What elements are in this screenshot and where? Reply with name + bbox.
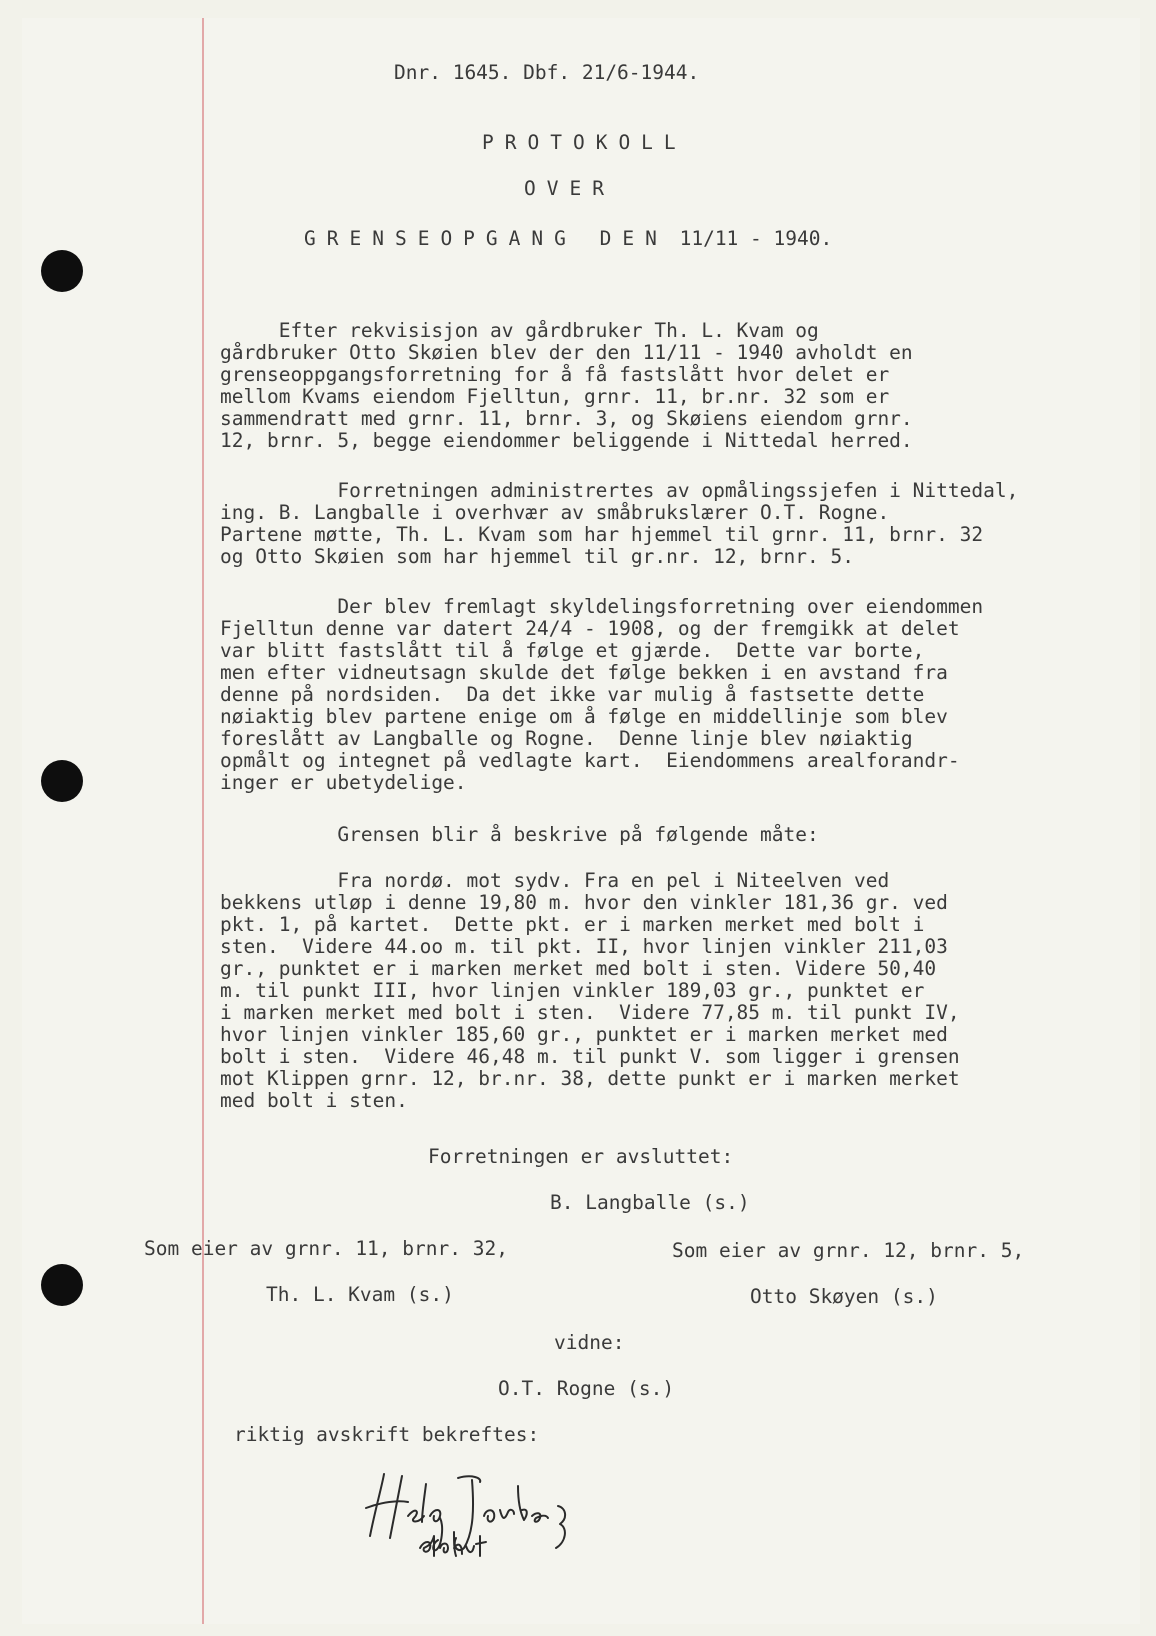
paragraph-line: grenseoppgangsforretning for å få fastslått hvor delet er [220, 363, 890, 386]
document-header: Dnr. 1645. Dbf. 21/6-1944. [394, 61, 700, 84]
signer-left: Th. L. Kvam (s.) [266, 1283, 454, 1306]
paragraph-line: var blitt fastslått til å følge et gjærde. Dette var borte, [220, 639, 925, 662]
title-line-1: PROTOKOLL [482, 131, 687, 154]
paragraph-line: bolt i sten. Videre 46,48 m. til punkt V. som ligger i grensen [220, 1045, 960, 1068]
title-line-3 [304, 228, 832, 250]
owner-left: Som eier av grnr. 11, brnr. 32, [144, 1237, 508, 1260]
paragraph-line: inger er ubetydelige. [220, 771, 467, 794]
margin-line [202, 18, 204, 1624]
witness-label: vidne: [554, 1331, 625, 1354]
paragraph-line: sten. Videre 44.oo m. til pkt. II, hvor linjen vinkler 211,03 [220, 935, 948, 958]
title-line-2: OVER [524, 177, 615, 200]
paragraph-line: Efter rekvisisjon av gårdbruker Th. L. Kvam og [220, 319, 819, 342]
paragraph-line: mot Klippen grnr. 12, br.nr. 38, dette punkt er i marken merket [220, 1067, 960, 1090]
paragraph-line: hvor linjen vinkler 185,60 gr., punktet er i marken merket med [220, 1023, 948, 1046]
main-signer: B. Langballe (s.) [550, 1191, 750, 1214]
title-line-3-spaced: GRENSEOPGANG DEN [304, 227, 668, 250]
paragraph-line: 12, brnr. 5, begge eiendommer beliggende i Nittedal herred. [220, 429, 913, 452]
document-page [22, 18, 1140, 1624]
paragraph-line: Partene møtte, Th. L. Kvam som har hjemmel til grnr. 11, brnr. 32 [220, 523, 984, 546]
paragraph-line: m. til punkt III, hvor linjen vinkler 189,03 gr., punktet er [220, 979, 925, 1002]
paragraph-line: foreslått av Langballe og Rogne. Denne linje blev nøiaktig [220, 727, 913, 750]
paragraph-line: nøiaktig blev partene enige om å følge en middellinje som blev [220, 705, 948, 728]
signer-right: Otto Skøyen (s.) [750, 1285, 938, 1308]
closing-statement: Forretningen er avsluttet: [428, 1145, 734, 1168]
paragraph-line: gr., punktet er i marken merket med bolt i sten. Videre 50,40 [220, 957, 937, 980]
paragraph-line: gårdbruker Otto Skøien blev der den 11/11 - 1940 avholdt en [220, 341, 913, 364]
paragraph-line: pkt. 1, på kartet. Dette pkt. er i marken merket med bolt i [220, 913, 925, 936]
paragraph-line: bekkens utløp i denne 19,80 m. hvor den vinkler 181,36 gr. ved [220, 891, 948, 914]
paragraph-line: ing. B. Langballe i overhvær av småbrukslærer O.T. Rogne. [220, 501, 890, 524]
paragraph-line: og Otto Skøien som har hjemmel til gr.nr. 12, brnr. 5. [220, 545, 854, 568]
title-date: 11/11 - 1940. [679, 227, 833, 250]
paragraph-line: mellom Kvams eiendom Fjelltun, grnr. 11, br.nr. 32 som er [220, 385, 890, 408]
paragraph-line: Fjelltun denne var datert 24/4 - 1908, og der fremgikk at delet [220, 617, 960, 640]
witness-name: O.T. Rogne (s.) [498, 1377, 675, 1400]
owner-right: Som eier av grnr. 12, brnr. 5, [672, 1239, 1025, 1262]
paragraph-line: med bolt i sten. [220, 1089, 408, 1112]
handwritten-signature [362, 1466, 582, 1558]
paragraph-line: denne på nordsiden. Da det ikke var mulig å fastsette dette [220, 683, 925, 706]
punch-hole [41, 760, 83, 802]
certification-text: riktig avskrift bekreftes: [234, 1423, 540, 1446]
paragraph-line: Grensen blir å beskrive på følgende måte: [220, 823, 819, 846]
punch-hole [41, 250, 83, 292]
paragraph-line: Fra nordø. mot sydv. Fra en pel i Niteelven ved [220, 869, 890, 892]
punch-hole [41, 1264, 83, 1306]
paragraph-line: opmålt og integnet på vedlagte kart. Eiendommens arealforandr- [220, 749, 960, 772]
paragraph-line: sammendratt med grnr. 11, brnr. 3, og Skøiens eiendom grnr. [220, 407, 913, 430]
paragraph-line: men efter vidneutsagn skulde det følge bekken i en avstand fra [220, 661, 948, 684]
paragraph-line: i marken merket med bolt i sten. Videre 77,85 m. til punkt IV, [220, 1001, 960, 1024]
paragraph-line: Der blev fremlagt skyldelingsforretning over eiendommen [220, 595, 984, 618]
paragraph-line: Forretningen administrertes av opmålingssjefen i Nittedal, [220, 479, 1019, 502]
